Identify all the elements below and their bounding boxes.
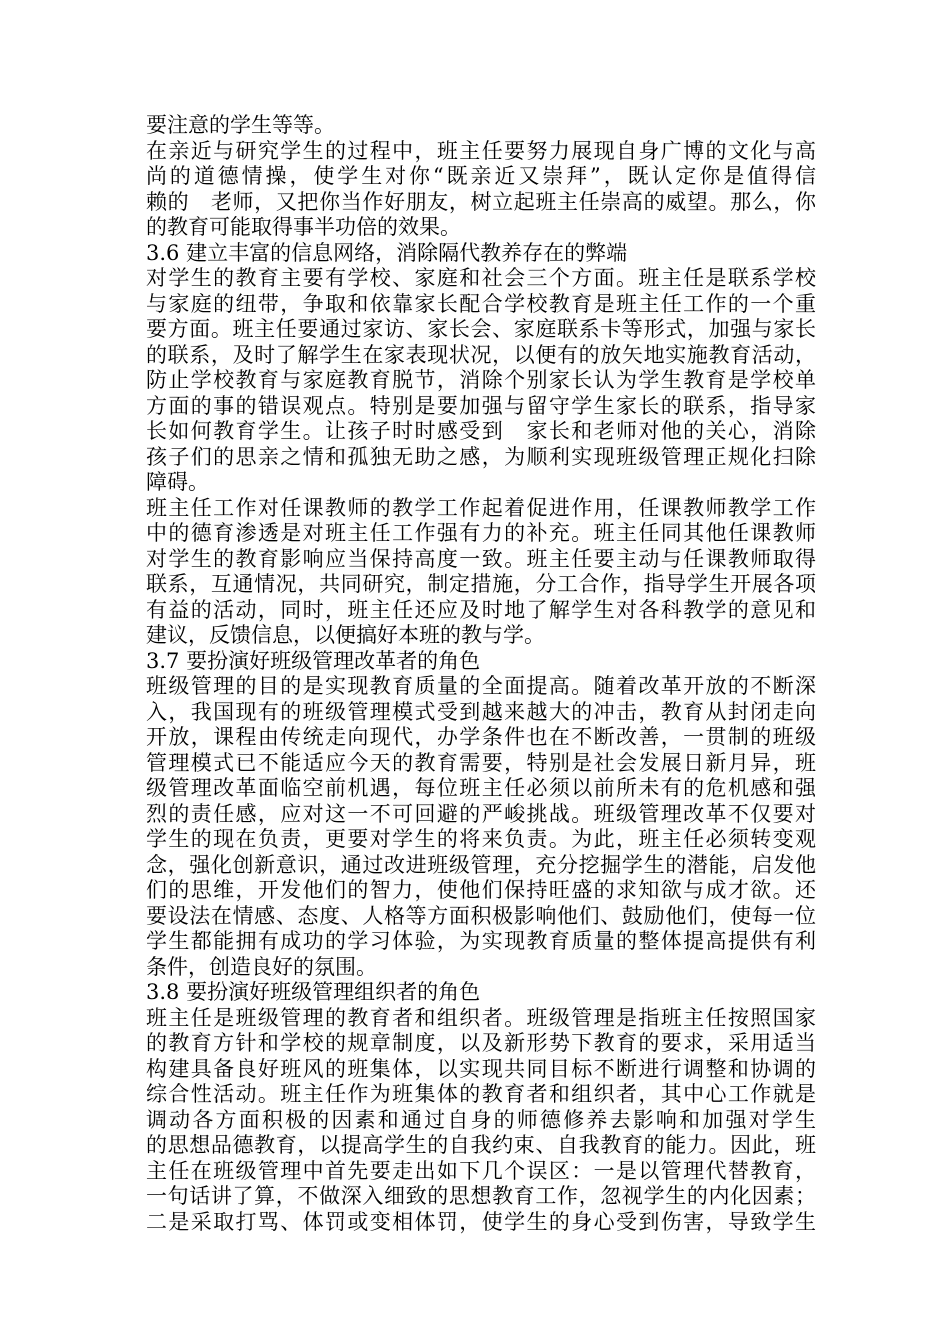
text-line: 一句话讲了算，不做深入细致的思想教育工作，忽视学生的内化因素； xyxy=(146,1184,816,1208)
text-line: 调动各方面积极的因素和通过自身的师德修养去影响和加强对学生 xyxy=(146,1107,816,1132)
section-heading: 3.8 要扮演好班级管理组织者的角色 xyxy=(146,980,481,1004)
text-line: 有益的活动，同时，班主任还应及时地了解学生对各科教学的意见和 xyxy=(146,597,816,622)
text-line: 要设法在情感、态度、人格等方面积极影响他们、鼓励他们，使每一位 xyxy=(146,903,816,928)
text-line: 要注意的学生等等。 xyxy=(146,113,335,137)
text-line: 条件，创造良好的氛围。 xyxy=(146,954,377,979)
text-line: 入，我国现有的班级管理模式受到越来越大的冲击，教育从封闭走向 xyxy=(146,699,816,724)
text-line: 主任在班级管理中首先要走出如下几个误区：一是以管理代替教育， xyxy=(146,1158,816,1183)
document-body xyxy=(146,113,816,1235)
text-line: 念，强化创新意识，通过改进班级管理，充分挖掘学生的潜能，启发他 xyxy=(146,852,816,877)
text-line: 长如何教育学生。让孩子时时感受到 家长和老师对他的关心，消除 xyxy=(146,419,816,443)
text-line: 与家庭的纽带，争取和依靠家长配合学校教育是班主任工作的一个重 xyxy=(146,291,816,316)
text-line: 建议，反馈信息，以便搞好本班的教与学。 xyxy=(146,623,545,647)
text-line: 级管理改革面临空前机遇，每位班主任必须以前所未有的危机感和强 xyxy=(146,776,816,800)
text-line: 的教育可能取得事半功倍的效果。 xyxy=(146,215,461,239)
text-line: 构建具备良好班风的班集体，以实现共同目标不断进行调整和协调的 xyxy=(146,1056,816,1081)
text-line: 学生的现在负责，更要对学生的将来负责。为此，班主任必须转变观 xyxy=(146,827,816,851)
text-line: 对学生的教育主要有学校、家庭和社会三个方面。班主任是联系学校 xyxy=(146,266,816,290)
text-line: 班主任工作对任课教师的教学工作起着促进作用，任课教师教学工作 xyxy=(146,495,816,520)
text-line: 二是采取打骂、体罚或变相体罚，使学生的身心受到伤害，导致学生 xyxy=(146,1209,816,1234)
text-line: 方面的事的错误观点。特别是要加强与留守学生家长的联系，指导家 xyxy=(146,393,816,418)
text-line: 防止学校教育与家庭教育脱节，消除个别家长认为学生教育是学校单 xyxy=(146,368,816,392)
text-line: 班级管理的目的是实现教育质量的全面提高。随着改革开放的不断深 xyxy=(146,674,816,698)
text-line: 中的德育渗透是对班主任工作强有力的补充。班主任同其他任课教师 xyxy=(146,521,816,545)
text-line: 班主任是班级管理的教育者和组织者。班级管理是指班主任按照国家 xyxy=(146,1005,816,1030)
section-heading: 3.7 要扮演好班级管理改革者的角色 xyxy=(146,648,481,673)
text-line: 孩子们的思亲之情和孤独无助之感，为顺利实现班级管理正规化扫除 xyxy=(146,444,816,469)
text-line: 要方面。班主任要通过家访、家长会、家庭联系卡等形式，加强与家长 xyxy=(146,317,816,341)
text-line: 烈的责任感，应对这一不可回避的严峻挑战。班级管理改革不仅要对 xyxy=(146,801,816,826)
text-line: 赖的 老师，又把你当作好朋友，树立起班主任崇高的威望。那么，你 xyxy=(146,189,816,214)
text-line: 尚的道德情操，使学生对你“既亲近又崇拜”，既认定你是值得信 xyxy=(146,164,816,188)
section-heading: 3.6 建立丰富的信息网络，消除隔代教养存在的弊端 xyxy=(146,240,628,265)
text-line: 对学生的教育影响应当保持高度一致。班主任要主动与任课教师取得 xyxy=(146,546,816,571)
text-line: 联系，互通情况，共同研究，制定措施，分工合作，指导学生开展各项 xyxy=(146,572,816,596)
text-line: 们的思维，开发他们的智力，使他们保持旺盛的求知欲与成才欲。还 xyxy=(146,878,816,902)
text-line: 障碍。 xyxy=(146,470,209,494)
text-line: 管理模式已不能适应今天的教育需要，特别是社会发展日新月异，班 xyxy=(146,750,816,775)
text-line: 学生都能拥有成功的学习体验，为实现教育质量的整体提高提供有利 xyxy=(146,929,816,953)
text-line: 的联系，及时了解学生在家表现状况，以便有的放矢地实施教育活动， xyxy=(146,342,816,367)
text-line: 在亲近与研究学生的过程中，班主任要努力展现自身广博的文化与高 xyxy=(146,138,816,163)
text-line: 开放，课程由传统走向现代，办学条件也在不断改善，一贯制的班级 xyxy=(146,725,816,749)
text-line: 的教育方针和学校的规章制度，以及新形势下教育的要求，采用适当 xyxy=(146,1031,816,1055)
text-line: 综合性活动。班主任作为班集体的教育者和组织者，其中心工作就是 xyxy=(146,1082,816,1106)
text-line: 的思想品德教育，以提高学生的自我约束、自我教育的能力。因此，班 xyxy=(146,1133,816,1157)
